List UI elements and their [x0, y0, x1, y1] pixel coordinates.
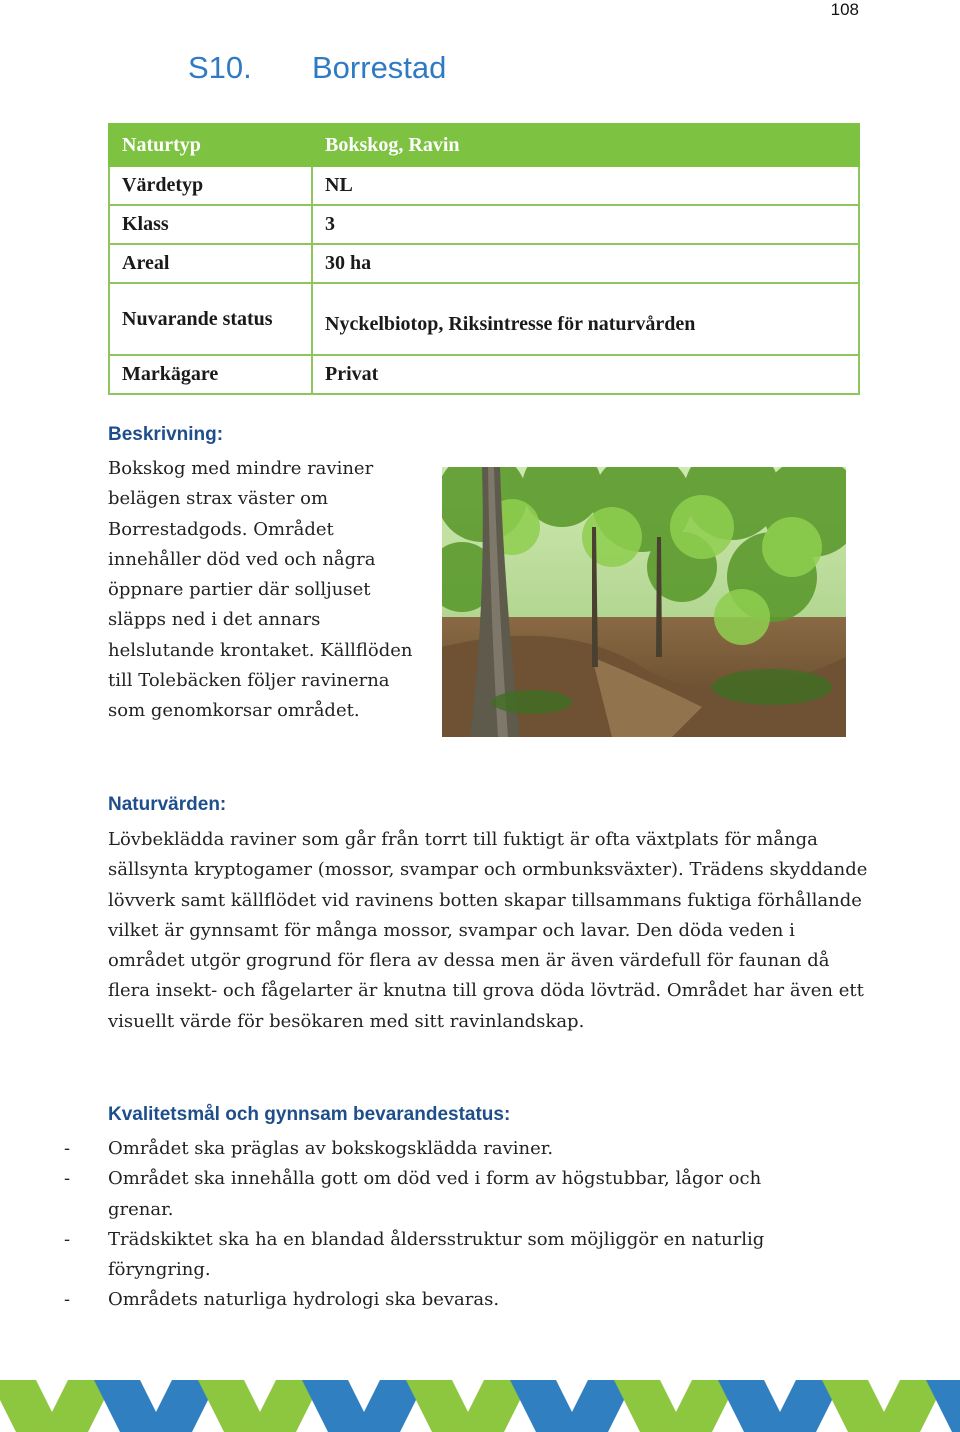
footer-stripes	[0, 1380, 960, 1432]
goal-text: Området ska präglas av bokskogsklädda raviner.	[108, 1138, 554, 1159]
nature-values-heading: Naturvärden:	[108, 794, 227, 815]
facts-value: Bokskog, Ravin	[312, 124, 859, 166]
description-heading: Beskrivning:	[108, 424, 224, 445]
list-dash: -	[64, 1138, 71, 1159]
facts-value: 30 ha	[312, 244, 859, 283]
list-dash: -	[64, 1289, 71, 1311]
goal-text: Området ska innehålla gott om död ved i form av högstubbar, lågor och grenar.	[108, 1168, 762, 1220]
facts-row	[109, 355, 859, 394]
goal-text: Områdets naturliga hydrologi ska bevaras.	[108, 1289, 500, 1311]
facts-table	[108, 123, 860, 395]
description-text: Bokskog med mindre raviner belägen strax väster om Borrestadgods. Området innehåller död ved och några öppnare partier där solljuset släpps ned i det annars helslutande krontaket. Källflöden till Tolebäcken följer ravinerna som genomkorsar området.	[108, 458, 413, 722]
facts-value: Privat	[312, 355, 859, 394]
list-dash: -	[64, 1228, 71, 1250]
list-item	[64, 1225, 824, 1286]
list-item	[64, 1285, 824, 1315]
section-number: S10.	[188, 50, 252, 85]
facts-key: Markägare	[109, 355, 312, 394]
nature-values-text: Lövbeklädda raviner som går från torrt till fuktigt är ofta växtplats för många sällsynta kryptogamer (mossor, svampar och ormbunksväxter). Trädens skyddande lövverk samt källflödet vid ravinens botten skapar tillsammans fuktiga förhållande vilket är gynnsamt för många mossor, svampar och lavar. Den döda veden i området utgör grogrund för flera av dessa men är även värdefull för faunan då flera insekt- och fågelarter är knutna till grova döda lövträd. Området har även ett visuellt värde för besökaren med sitt ravinlandskap.	[108, 829, 868, 1032]
list-item	[64, 1134, 824, 1164]
facts-value: 3	[312, 205, 859, 244]
list-item	[64, 1164, 824, 1225]
goals-heading: Kvalitetsmål och gynnsam bevarandestatus:	[108, 1104, 511, 1125]
facts-row	[109, 124, 859, 166]
list-dash: -	[64, 1168, 71, 1190]
facts-key: Värdetyp	[109, 166, 312, 205]
forest-ravine-illustration	[442, 467, 846, 737]
facts-key: Areal	[109, 244, 312, 283]
facts-key: Nuvarande status	[109, 283, 312, 355]
facts-row	[109, 244, 859, 283]
page-number: 108	[830, 0, 859, 19]
forest-ravine-photo	[442, 467, 846, 737]
facts-row	[109, 205, 859, 244]
goal-text: Trädskiktet ska ha en blandad åldersstruktur som möjliggör en naturlig föryngring.	[108, 1228, 765, 1281]
facts-value: NL	[312, 166, 859, 205]
facts-row	[109, 283, 859, 355]
footer-decoration	[0, 1380, 960, 1432]
goals-list	[64, 1134, 824, 1316]
section-title	[188, 50, 446, 86]
section-name: Borrestad	[312, 50, 447, 85]
facts-value: Nyckelbiotop, Riksintresse för naturvården	[312, 283, 859, 355]
facts-row	[109, 166, 859, 205]
facts-key: Naturtyp	[109, 124, 312, 166]
facts-key: Klass	[109, 205, 312, 244]
